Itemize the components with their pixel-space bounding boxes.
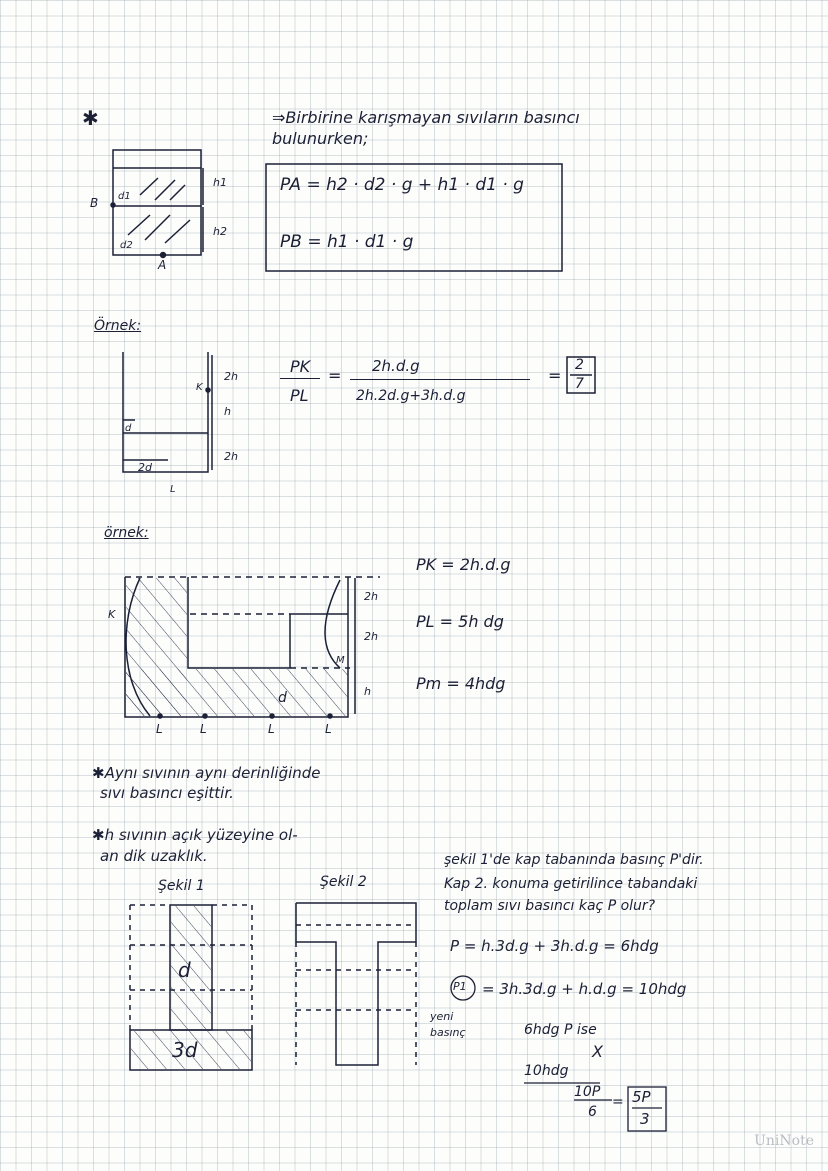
label-A: A <box>158 258 167 272</box>
label-2h-top: 2h <box>224 370 238 383</box>
label-d: d <box>125 423 132 434</box>
label-basinc: basınç <box>430 1026 466 1039</box>
label-2h-bottom: 2h <box>224 450 238 463</box>
label-2d: 2d <box>138 461 152 474</box>
sekil-2-title: Şekil 2 <box>320 874 367 890</box>
pk-value: PK = 2h.d.g <box>416 555 511 574</box>
pm-value: Pm = 4hdg <box>416 674 506 693</box>
formula-pb: PB = h1 · d1 · g <box>280 232 414 252</box>
container-diagram-3 <box>125 577 380 718</box>
watermark: UniNote <box>754 1133 814 1149</box>
label-L: L <box>170 484 176 495</box>
label-L-4: L <box>325 722 332 736</box>
figure-3d: 3d <box>172 1038 198 1062</box>
label-2h-a: 2h <box>364 590 378 603</box>
answer-num-1: 2 <box>575 357 584 373</box>
label-d2: d2 <box>120 240 133 251</box>
label-h: h <box>224 405 231 418</box>
calc-p1-label: P1 <box>453 980 467 993</box>
figure-sekil-2 <box>296 903 416 1065</box>
note-1-line-1: ✱Aynı sıvının aynı derinliğinde <box>92 764 321 782</box>
label-B: B <box>90 196 99 210</box>
result-num: 10P <box>574 1084 601 1100</box>
ratio-left-bar <box>280 378 320 379</box>
note-2-line-1: ✱h sıvının açık yüzeyine ol- <box>92 826 298 844</box>
label-K: K <box>196 382 203 393</box>
answer-den-2: 3 <box>640 1110 650 1128</box>
ratio-right-num: 2h.d.g <box>372 357 420 375</box>
label-d-2: d <box>278 690 287 706</box>
problem-line-2: Kap 2. konuma getirilince tabandaki <box>444 876 698 892</box>
ratio-left-den: PL <box>290 386 309 405</box>
note-2-line-2: an dik uzaklık. <box>100 847 208 865</box>
sekil-1-title: Şekil 1 <box>158 878 205 894</box>
answer-den-1: 7 <box>575 376 584 392</box>
proportion-2: 10hdg <box>524 1063 569 1079</box>
label-M: M <box>336 655 345 666</box>
label-h2: h2 <box>213 225 227 238</box>
label-L-2: L <box>200 722 207 736</box>
label-yeni: yeni <box>430 1010 454 1023</box>
heading-line-1: ⇒Birbirine karışmayan sıvıların basıncı <box>272 108 580 127</box>
proportion-1: 6hdg P ise <box>524 1022 597 1038</box>
formula-pa: PA = h2 · d2 · g + h1 · d1 · g <box>280 175 524 195</box>
ratio-right-den: 2h.2d.g+3h.d.g <box>356 388 466 404</box>
ratio-eq-2: = <box>548 366 562 385</box>
label-2h-b: 2h <box>364 630 378 643</box>
label-L-3: L <box>268 722 275 736</box>
ratio-left-num: PK <box>290 357 311 376</box>
problem-line-1: şekil 1'de kap tabanında basınç P'dir. <box>444 852 704 868</box>
proportion-x-mark: X <box>592 1042 603 1061</box>
calc-2: = 3h.3d.g + h.d.g = 10hdg <box>482 980 687 998</box>
label-d1: d1 <box>118 191 131 202</box>
ratio-eq: = <box>328 366 342 385</box>
heading-line-2: bulunurken; <box>272 129 369 148</box>
problem-line-3: toplam sıvı basıncı kaç P olur? <box>444 898 656 914</box>
label-L-1: L <box>156 722 163 736</box>
label-h-2: h <box>364 685 371 698</box>
result-den: 6 <box>588 1104 597 1120</box>
note-1-line-2: sıvı basıncı eşittir. <box>100 784 234 802</box>
container-diagram-2 <box>123 352 595 472</box>
problem-decorations <box>451 976 666 1131</box>
example-2-title: örnek: <box>104 525 149 541</box>
label-K-2: K <box>108 608 116 621</box>
calc-1: P = h.3d.g + 3h.d.g = 6hdg <box>450 937 659 955</box>
container-diagram-1 <box>111 150 562 271</box>
example-1-title: Örnek: <box>94 318 142 334</box>
answer-num-2: 5P <box>632 1088 651 1106</box>
label-h1: h1 <box>213 176 227 189</box>
figure-d: d <box>178 958 191 982</box>
ratio-right-bar <box>350 379 530 380</box>
pl-value: PL = 5h dg <box>416 612 504 631</box>
result-eq: = <box>612 1094 624 1110</box>
star-marker: ✱ <box>82 106 99 130</box>
